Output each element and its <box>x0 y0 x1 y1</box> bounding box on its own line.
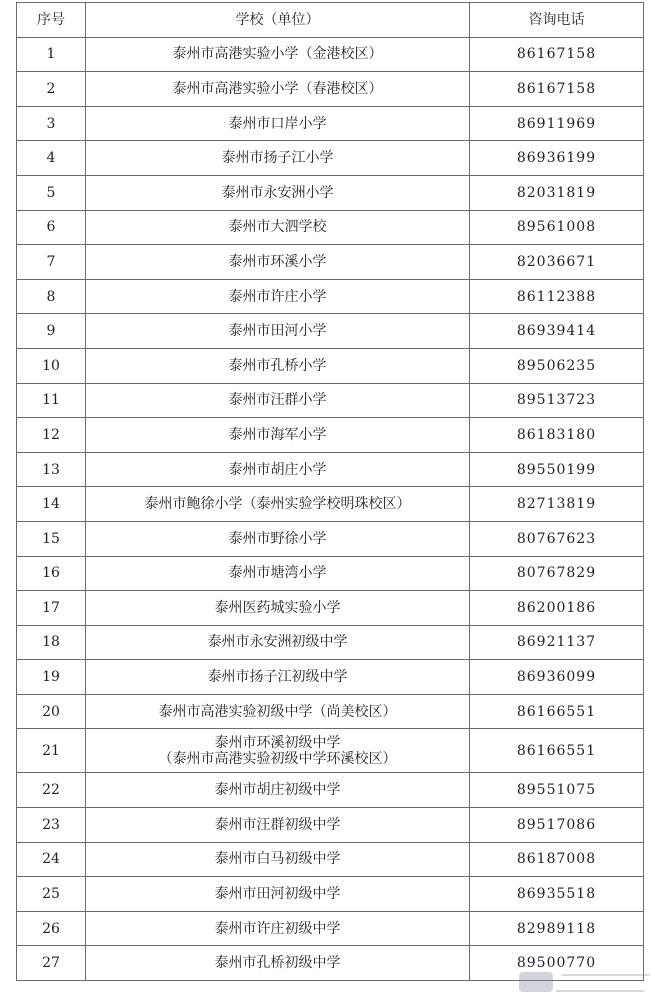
table-row <box>17 591 644 626</box>
watermark-logo <box>519 970 649 994</box>
row-school-name: 泰州市高港实验小学（春港校区） <box>86 72 470 107</box>
row-phone: 89500770 <box>470 946 644 981</box>
row-phone: 82713819 <box>470 487 644 522</box>
table-row <box>17 877 644 912</box>
table-row <box>17 106 644 141</box>
row-index: 1 <box>17 37 86 72</box>
row-school-name: 泰州市田河初级中学 <box>86 877 470 912</box>
row-phone: 86921137 <box>470 625 644 660</box>
row-phone: 89517086 <box>470 808 644 843</box>
row-school-name: 泰州市环溪小学 <box>86 245 470 280</box>
row-phone: 82031819 <box>470 175 644 210</box>
row-school-name-line2: （泰州市高港实验初级中学环溪校区） <box>158 750 397 767</box>
row-school-name: 泰州市鲍徐小学（泰州实验学校明珠校区） <box>86 487 470 522</box>
table-row <box>17 418 644 453</box>
row-index: 21 <box>17 729 86 773</box>
row-school-name: 泰州市胡庄小学 <box>86 452 470 487</box>
row-index: 9 <box>17 314 86 349</box>
row-school-name: 泰州市孔桥初级中学 <box>86 946 470 981</box>
row-school-name: 泰州市永安洲初级中学 <box>86 625 470 660</box>
row-index: 18 <box>17 625 86 660</box>
row-index: 10 <box>17 348 86 383</box>
row-phone: 86911969 <box>470 106 644 141</box>
table-body <box>17 37 644 980</box>
row-phone: 89513723 <box>470 383 644 418</box>
table-row <box>17 911 644 946</box>
table-row <box>17 694 644 729</box>
row-phone: 80767829 <box>470 556 644 591</box>
row-phone: 86200186 <box>470 591 644 626</box>
row-index: 3 <box>17 106 86 141</box>
row-index: 19 <box>17 660 86 695</box>
table-row <box>17 625 644 660</box>
table-row <box>17 556 644 591</box>
row-phone: 89561008 <box>470 210 644 245</box>
row-index: 11 <box>17 383 86 418</box>
table-row <box>17 383 644 418</box>
table-row <box>17 452 644 487</box>
row-phone: 86936199 <box>470 141 644 176</box>
row-school-name: 泰州市扬子江小学 <box>86 141 470 176</box>
row-phone: 89551075 <box>470 773 644 808</box>
row-phone: 86183180 <box>470 418 644 453</box>
table-row <box>17 279 644 314</box>
row-phone: 89506235 <box>470 348 644 383</box>
watermark-logo-icon <box>519 972 553 992</box>
row-index: 14 <box>17 487 86 522</box>
row-school-name <box>86 729 470 773</box>
row-phone: 86935518 <box>470 877 644 912</box>
row-phone: 86936099 <box>470 660 644 695</box>
watermark-mark-icon <box>556 974 651 992</box>
row-index: 15 <box>17 521 86 556</box>
row-index: 17 <box>17 591 86 626</box>
row-phone: 80767623 <box>470 521 644 556</box>
row-school-name: 泰州市扬子江初级中学 <box>86 660 470 695</box>
row-index: 22 <box>17 773 86 808</box>
row-phone: 86167158 <box>470 72 644 107</box>
table-row <box>17 175 644 210</box>
row-school-name: 泰州市高港实验初级中学（尚美校区） <box>86 694 470 729</box>
row-school-name: 泰州市许庄小学 <box>86 279 470 314</box>
row-phone: 86167158 <box>470 37 644 72</box>
row-school-name: 泰州市海军小学 <box>86 418 470 453</box>
row-phone: 82989118 <box>470 911 644 946</box>
row-index: 27 <box>17 946 86 981</box>
row-index: 5 <box>17 175 86 210</box>
table-row <box>17 487 644 522</box>
row-school-name: 泰州市口岸小学 <box>86 106 470 141</box>
row-school-name: 泰州市永安洲小学 <box>86 175 470 210</box>
header-index: 序号 <box>17 3 86 38</box>
row-school-name-line1: 泰州市环溪初级中学 <box>214 734 341 751</box>
row-school-name: 泰州市白马初级中学 <box>86 842 470 877</box>
table-row <box>17 842 644 877</box>
table-row <box>17 37 644 72</box>
table-row <box>17 808 644 843</box>
table-row <box>17 348 644 383</box>
table-row <box>17 314 644 349</box>
table-row <box>17 521 644 556</box>
row-school-name: 泰州市大泗学校 <box>86 210 470 245</box>
row-phone: 86166551 <box>470 729 644 773</box>
row-school-name: 泰州市汪群初级中学 <box>86 808 470 843</box>
row-index: 8 <box>17 279 86 314</box>
row-index: 25 <box>17 877 86 912</box>
table-row <box>17 210 644 245</box>
row-phone: 86939414 <box>470 314 644 349</box>
row-school-name: 泰州市田河小学 <box>86 314 470 349</box>
header-school: 学校（单位） <box>86 3 470 38</box>
row-index: 13 <box>17 452 86 487</box>
row-index: 2 <box>17 72 86 107</box>
row-index: 4 <box>17 141 86 176</box>
row-index: 24 <box>17 842 86 877</box>
row-school-name: 泰州市胡庄初级中学 <box>86 773 470 808</box>
table-row <box>17 773 644 808</box>
table-row <box>17 729 644 773</box>
table-row <box>17 72 644 107</box>
row-school-name: 泰州市塘湾小学 <box>86 556 470 591</box>
header-row <box>17 3 644 38</box>
row-index: 23 <box>17 808 86 843</box>
row-school-name: 泰州市野徐小学 <box>86 521 470 556</box>
row-school-name: 泰州医药城实验小学 <box>86 591 470 626</box>
table-row <box>17 245 644 280</box>
school-contact-table <box>16 2 644 981</box>
row-phone: 86112388 <box>470 279 644 314</box>
row-phone: 82036671 <box>470 245 644 280</box>
row-index: 12 <box>17 418 86 453</box>
table-row <box>17 660 644 695</box>
row-school-name: 泰州市孔桥小学 <box>86 348 470 383</box>
table-header <box>17 3 644 38</box>
row-phone: 86187008 <box>470 842 644 877</box>
row-index: 7 <box>17 245 86 280</box>
row-index: 26 <box>17 911 86 946</box>
header-phone: 咨询电话 <box>470 3 644 38</box>
row-school-name: 泰州市汪群小学 <box>86 383 470 418</box>
row-phone: 86166551 <box>470 694 644 729</box>
row-index: 6 <box>17 210 86 245</box>
table-row <box>17 141 644 176</box>
row-index: 20 <box>17 694 86 729</box>
row-index: 16 <box>17 556 86 591</box>
row-school-name: 泰州市高港实验小学（金港校区） <box>86 37 470 72</box>
row-phone: 89550199 <box>470 452 644 487</box>
row-school-name: 泰州市许庄初级中学 <box>86 911 470 946</box>
